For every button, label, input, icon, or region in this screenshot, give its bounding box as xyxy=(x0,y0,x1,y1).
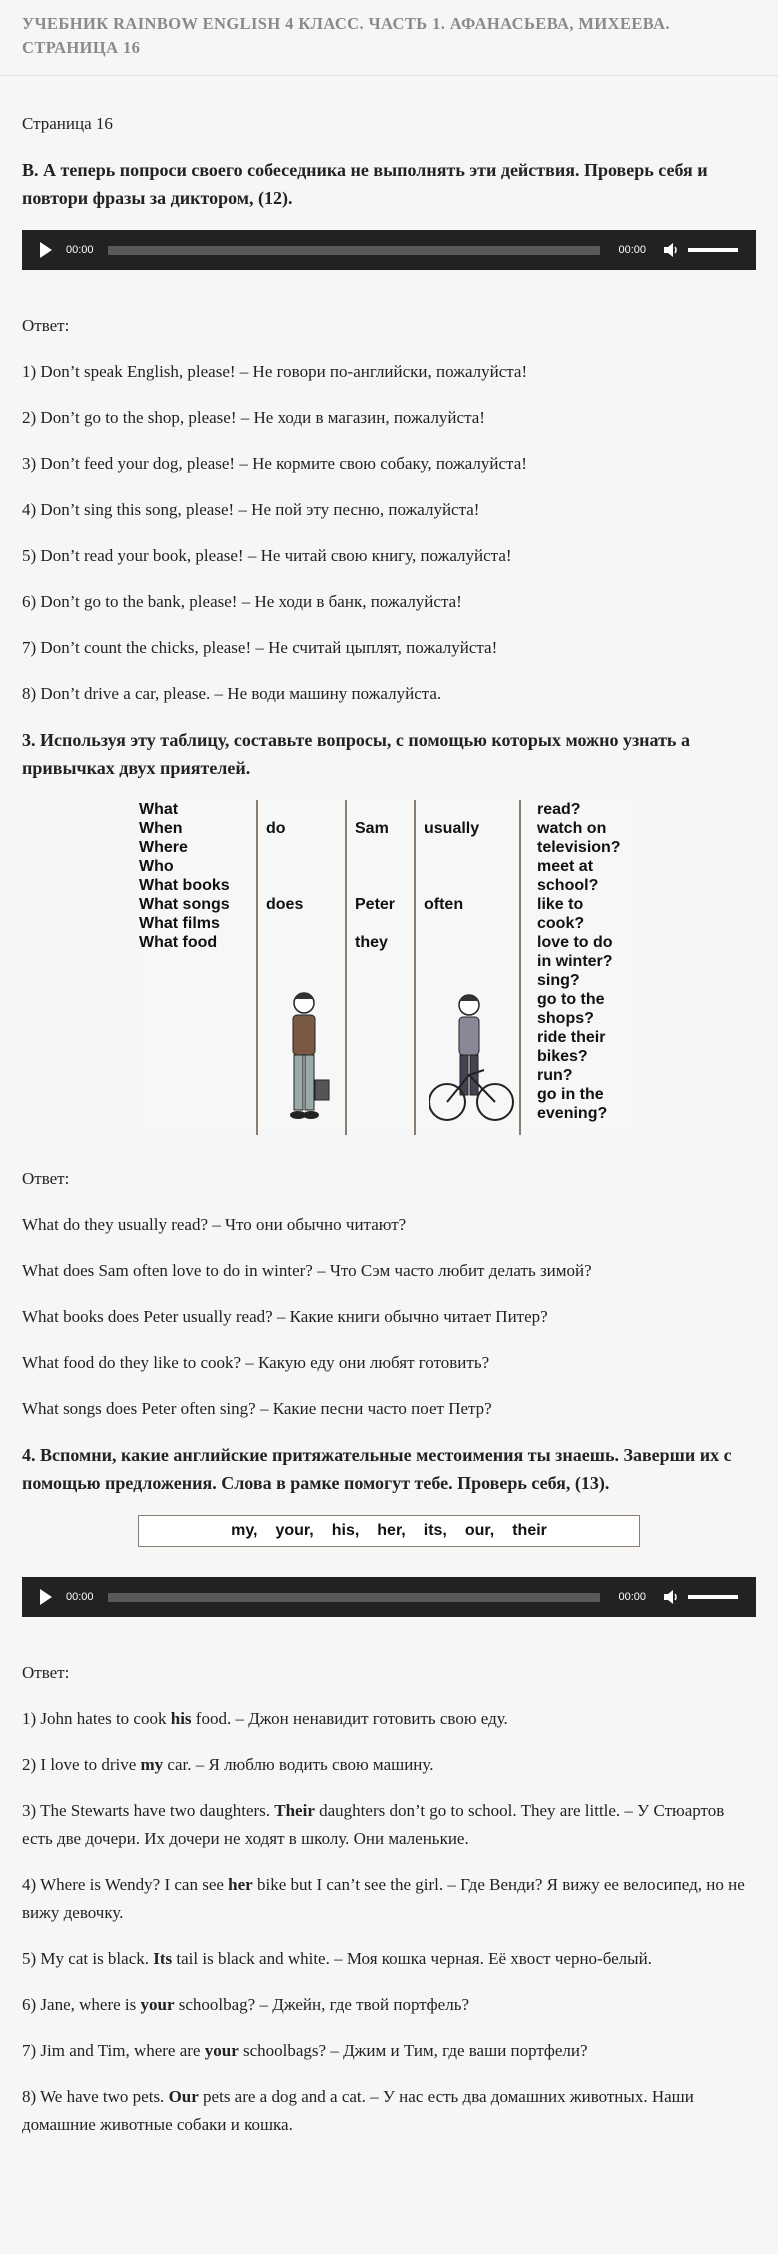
volume-icon[interactable] xyxy=(662,241,680,259)
list-item: 6) Don’t go to the bank, please! – Не ходи в банк, пожалуйста! xyxy=(22,592,462,611)
table-divider xyxy=(519,800,521,1135)
play-button[interactable] xyxy=(40,242,52,258)
current-time: 00:00 xyxy=(66,1591,94,1603)
answer-pronoun: her xyxy=(228,1875,253,1894)
total-time: 00:00 xyxy=(618,244,646,256)
word-box xyxy=(138,1515,640,1547)
answer-pronoun: my xyxy=(140,1755,164,1774)
boy-with-bag-illustration xyxy=(269,985,339,1130)
list-item xyxy=(22,2037,756,2065)
answer-text: car. – Я люблю водить свою машину. xyxy=(163,1755,434,1774)
word-box-item: his, xyxy=(331,1522,360,1539)
table-divider xyxy=(256,800,258,1135)
current-time: 00:00 xyxy=(66,244,94,256)
list-item: What does Sam often love to do in winter? – Что Сэм часто любит делать зимой? xyxy=(22,1261,592,1280)
table-col-adverb: usually often xyxy=(424,820,480,913)
answer-text: 1) John hates to cook xyxy=(22,1709,171,1728)
answer-label: Ответ: xyxy=(22,1663,70,1682)
word-box-item: your, xyxy=(275,1522,314,1539)
table-divider xyxy=(345,800,347,1135)
answer-text: pets are a dog and a cat. – У нас есть два домашних животных. Наши домашние животные собаки и кошка. xyxy=(22,2087,694,2134)
answer-pronoun: Our xyxy=(168,2087,199,2106)
answers-3-list xyxy=(22,1211,756,1423)
table-col-subject: Sam Peter they xyxy=(355,820,396,951)
task-4-heading: 4. Вспомни, какие английские притяжательные местоимения ты знаешь. Заверши их с помощью предложения. Слова в рамке помогут тебе. Проверь себя, (13). xyxy=(22,1445,732,1493)
answer-label: Ответ: xyxy=(22,316,70,335)
list-item: What songs does Peter often sing? – Какие песни часто поет Петр? xyxy=(22,1399,492,1418)
answer-text: tail is black and white. – Моя кошка черная. Её хвост черно-белый. xyxy=(172,1949,652,1968)
volume-icon[interactable] xyxy=(662,1588,680,1606)
answer-text: daughters don’t go to school. They are little. – У Стюартов есть две дочери. Их дочери не ходят в школу. Они маленькие. xyxy=(22,1801,725,1848)
answer-pronoun: his xyxy=(170,1709,192,1728)
list-item xyxy=(22,1751,756,1779)
word-box-item: her, xyxy=(377,1522,406,1539)
volume-slider[interactable] xyxy=(688,1595,738,1599)
answer-text: bike but I can’t see the girl. – Где Венди? Я вижу ее велосипед, но не вижу девочку. xyxy=(22,1875,745,1922)
page-title: УЧЕБНИК RAINBOW ENGLISH 4 КЛАСС. ЧАСТЬ 1. АФАНАСЬЕВА, МИХЕЕВА. СТРАНИЦА 16 xyxy=(0,0,778,76)
word-box-item: their xyxy=(512,1522,547,1539)
list-item xyxy=(22,1705,756,1733)
progress-bar[interactable] xyxy=(108,1593,601,1602)
answer-text: schoolbags? – Джим и Тим, где ваши портфели? xyxy=(238,2041,588,2060)
answer-pronoun: your xyxy=(204,2041,239,2060)
list-item: 5) Don’t read your book, please! – Не читай свою книгу, пожалуйста! xyxy=(22,546,512,565)
list-item xyxy=(22,1797,756,1853)
answers-4-list xyxy=(22,1705,756,2139)
answer-text: 3) The Stewarts have two daughters. xyxy=(22,1801,275,1820)
answer-text: 6) Jane, where is xyxy=(22,1995,141,2014)
table-col-wh: What When Where Who What books What songs What films What food xyxy=(139,801,230,951)
list-item: 2) Don’t go to the shop, please! – Не ходи в магазин, пожалуйста! xyxy=(22,408,485,427)
progress-bar[interactable] xyxy=(108,246,601,255)
word-box-item: our, xyxy=(464,1522,495,1539)
audio-player-1[interactable] xyxy=(22,230,756,270)
list-item xyxy=(22,1945,756,1973)
substitution-table xyxy=(139,800,639,1135)
answer-text: 2) I love to drive xyxy=(22,1755,141,1774)
answer-text: food. – Джон ненавидит готовить свою еду. xyxy=(191,1709,508,1728)
list-item: What food do they like to cook? – Какую еду они любят готовить? xyxy=(22,1353,490,1372)
list-item: What do they usually read? – Что они обычно читают? xyxy=(22,1215,407,1234)
answer-pronoun: Their xyxy=(274,1801,315,1820)
table-divider xyxy=(414,800,416,1135)
task-3-heading: 3. Используя эту таблицу, составьте вопросы, с помощью которых можно узнать а привычках двух приятелей. xyxy=(22,730,690,778)
list-item: 7) Don’t count the chicks, please! – Не считай цыплят, пожалуйста! xyxy=(22,638,498,657)
volume-slider[interactable] xyxy=(688,248,738,252)
answer-pronoun: Its xyxy=(153,1949,173,1968)
answer-pronoun: your xyxy=(140,1995,175,2014)
list-item: 8) Don’t drive a car, please. – Не води машину пожалуйста. xyxy=(22,684,442,703)
list-item: 4) Don’t sing this song, please! – Не пой эту песню, пожалуйста! xyxy=(22,500,480,519)
answer-text: 7) Jim and Tim, where are xyxy=(22,2041,205,2060)
list-item: 3) Don’t feed your dog, please! – Не кормите свою собаку, пожалуйста! xyxy=(22,454,527,473)
answer-text: 8) We have two pets. xyxy=(22,2087,169,2106)
page-label: Страница 16 xyxy=(22,114,113,133)
total-time: 00:00 xyxy=(618,1591,646,1603)
main-content xyxy=(0,76,778,2139)
list-item xyxy=(22,2083,756,2139)
table-col-aux: do does xyxy=(266,820,304,913)
answer-text: 4) Where is Wendy? I can see xyxy=(22,1875,229,1894)
audio-player-2[interactable] xyxy=(22,1577,756,1617)
table-col-verb: read? watch on television? meet at school? like to cook? love to do in winter? sing? go to the shops? ride their bikes? run? go in the evening? xyxy=(537,801,621,1122)
play-button[interactable] xyxy=(40,1589,52,1605)
answers-b-list xyxy=(22,358,756,708)
list-item xyxy=(22,1991,756,2019)
boy-with-bike-illustration xyxy=(429,990,514,1130)
list-item: 1) Don’t speak English, please! – Не говори по-английски, пожалуйста! xyxy=(22,362,528,381)
answer-label: Ответ: xyxy=(22,1169,70,1188)
word-box-item: my, xyxy=(231,1522,258,1539)
word-box-item: its, xyxy=(423,1522,447,1539)
list-item: What books does Peter usually read? – Какие книги обычно читает Питер? xyxy=(22,1307,548,1326)
task-b-heading: B. А теперь попроси своего собеседника не выполнять эти действия. Проверь себя и повтори фразы за диктором, (12). xyxy=(22,160,708,208)
answer-text: schoolbag? – Джейн, где твой портфель? xyxy=(174,1995,469,2014)
list-item xyxy=(22,1871,756,1927)
answer-text: 5) My cat is black. xyxy=(22,1949,154,1968)
